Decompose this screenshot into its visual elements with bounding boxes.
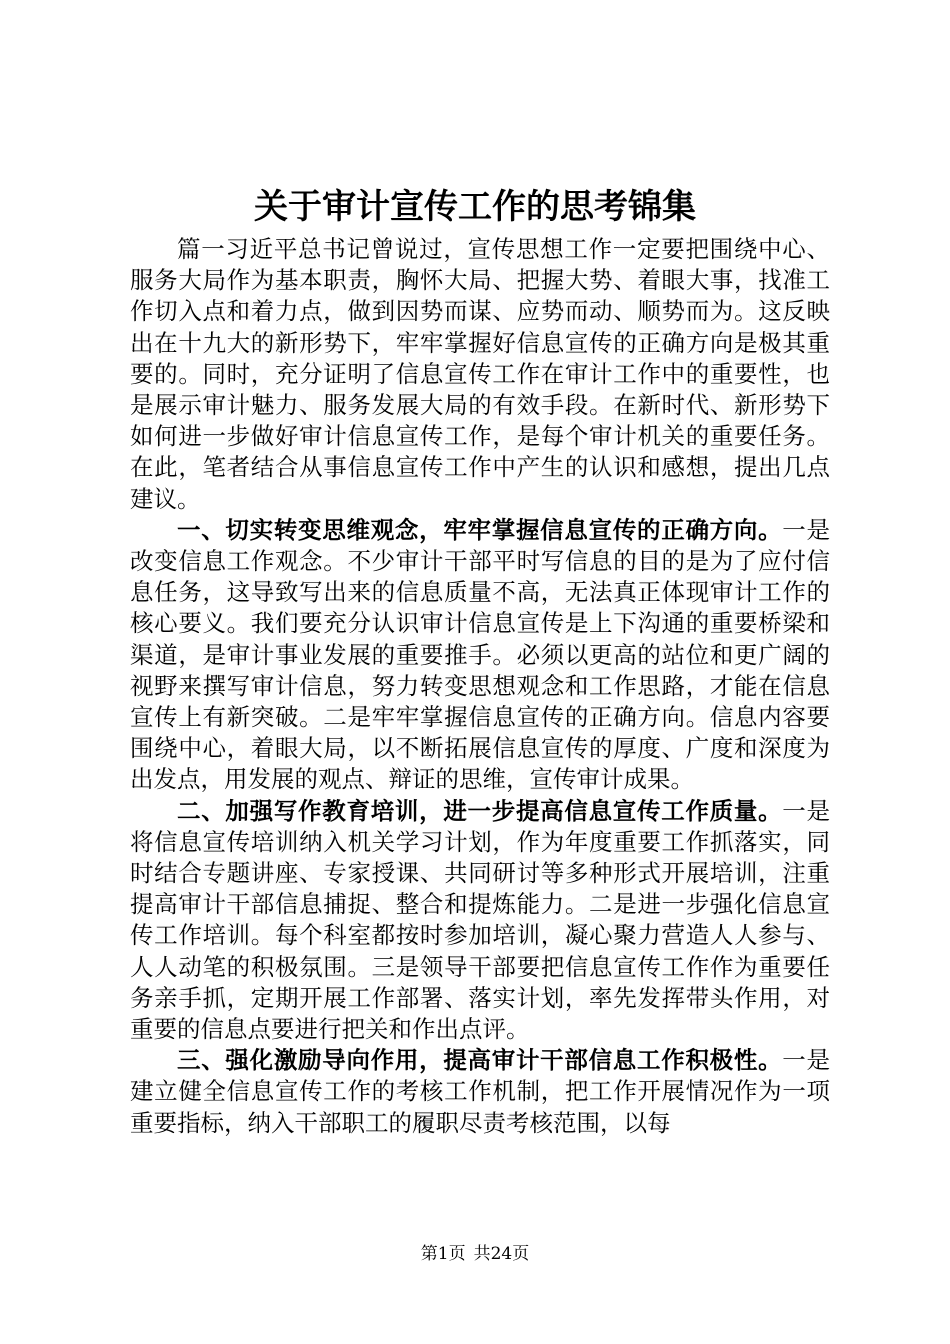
paragraph-section-3	[130, 1045, 830, 1139]
section-heading: 二、加强写作教育培训，进一步提高信息宣传工作质量。	[177, 796, 783, 825]
document-body	[130, 234, 830, 1139]
page-total: 共24页	[473, 1244, 530, 1264]
paragraph-text: 一是建立健全信息宣传工作的考核工作机制，把工作开展情况作为一项重要指标，纳入干部职工的履职尽责考核范围，以每	[130, 1046, 831, 1137]
page-number: 第1页	[420, 1244, 466, 1264]
paragraph-text: 篇一习近平总书记曾说过，宣传思想工作一定要把围绕中心、服务大局作为基本职责，胸怀大局、把握大势、着眼大事，找准工作切入点和着力点，做到因势而谋、应势而动、顺势而为。这反映出在十九大的新形势下，牢牢掌握好信息宣传的正确方向是极其重要的。同时，充分证明了信息宣传工作在审计工作中的重要性，也是展示审计魅力、服务发展大局的有效手段。在新时代、新形势下如何进一步做好审计信息宣传工作，是每个审计机关的重要任务。在此，笔者结合从事信息宣传工作中产生的认识和感想，提出几点建议。	[130, 235, 830, 513]
page-footer	[0, 1242, 950, 1266]
section-heading: 一、切实转变思维观念，牢牢掌握信息宣传的正确方向。	[177, 515, 783, 544]
paragraph-intro	[130, 234, 830, 515]
paragraph-text: 一是将信息宣传培训纳入机关学习计划，作为年度重要工作抓落实，同时结合专题讲座、专家授课、共同研讨等多种形式开展培训，注重提高审计干部信息捕捉、整合和提炼能力。二是进一步强化信息宣传工作培训。每个科室都按时参加培训，凝心聚力营造人人参与、人人动笔的积极氛围。三是领导干部要把信息宣传工作作为重要任务亲手抓，定期开展工作部署、落实计划，率先发挥带头作用，对重要的信息点要进行把关和作出点评。	[130, 796, 831, 1044]
paragraph-section-1	[130, 515, 830, 796]
paragraph-text: 一是改变信息工作观念。不少审计干部平时写信息的目的是为了应付信息任务，这导致写出来的信息质量不高，无法真正体现审计工作的核心要义。我们要充分认识审计信息宣传是上下沟通的重要桥梁和渠道，是审计事业发展的重要推手。必须以更高的站位和更广阔的视野来撰写审计信息，努力转变思想观念和工作思路，才能在信息宣传上有新突破。二是牢牢掌握信息宣传的正确方向。信息内容要围绕中心，着眼大局，以不断拓展信息宣传的厚度、广度和深度为出发点，用发展的观点、辩证的思维，宣传审计成果。	[130, 515, 831, 794]
paragraph-section-2	[130, 796, 830, 1046]
section-heading: 三、强化激励导向作用，提高审计干部信息工作积极性。	[177, 1046, 783, 1075]
document-title: 关于审计宣传工作的思考锦集	[254, 187, 696, 227]
